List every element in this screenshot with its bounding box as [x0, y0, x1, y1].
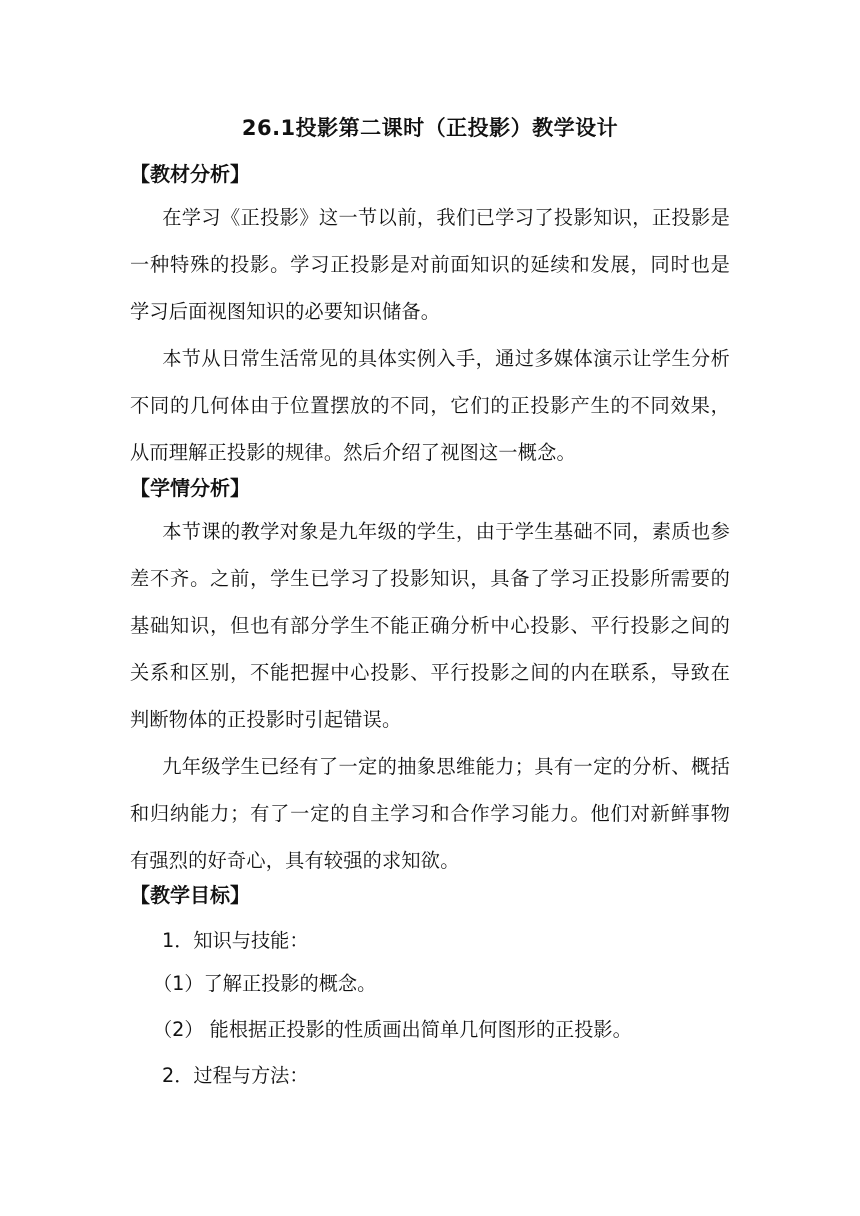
document-title: 26.1投影第二课时（正投影）教学设计: [241, 116, 619, 140]
section-heading-material-analysis: 【教材分析】: [130, 162, 250, 186]
section-heading-learner-analysis: 【学情分析】: [130, 476, 250, 500]
learners-paragraph-2-text: 九年级学生已经有了一定的抽象思维能力；具有一定的分析、概括和归纳能力；有了一定的自主学习和合作学习能力。他们对新鲜事物有强烈的好奇心，具有较强的求知欲。: [130, 755, 730, 872]
section-heading-teaching-goals: 【教学目标】: [130, 883, 250, 907]
learners-paragraph-2: [130, 743, 730, 884]
goal-item-knowledge-skills: 1．知识与技能：: [162, 929, 309, 952]
goal-subitem-2: （2） 能根据正投影的性质画出简单几何图形的正投影。: [153, 1018, 632, 1041]
material-paragraph-1-text: 在学习《正投影》这一节以前，我们已学习了投影知识，正投影是一种特殊的投影。学习正投影是对前面知识的延续和发展，同时也是学习后面视图知识的必要知识储备。: [130, 206, 730, 323]
goal-subitem-1: （1）了解正投影的概念。: [153, 972, 377, 995]
material-paragraph-1: [130, 194, 730, 335]
learners-paragraph-1: [130, 508, 730, 743]
material-paragraph-2: [130, 335, 730, 476]
learners-paragraph-1-text: 本节课的教学对象是九年级的学生，由于学生基础不同，素质也参差不齐。之前，学生已学习了投影知识，具备了学习正投影所需要的基础知识，但也有部分学生不能正确分析中心投影、平行投影之间的关系和区别，不能把握中心投影、平行投影之间的内在联系，导致在判断物体的正投影时引起错误。: [130, 520, 730, 731]
material-paragraph-2-text: 本节从日常生活常见的具体实例入手，通过多媒体演示让学生分析不同的几何体由于位置摆放的不同，它们的正投影产生的不同效果，从而理解正投影的规律。然后介绍了视图这一概念。: [130, 347, 730, 464]
goal-item-process-methods: 2．过程与方法：: [162, 1064, 309, 1087]
